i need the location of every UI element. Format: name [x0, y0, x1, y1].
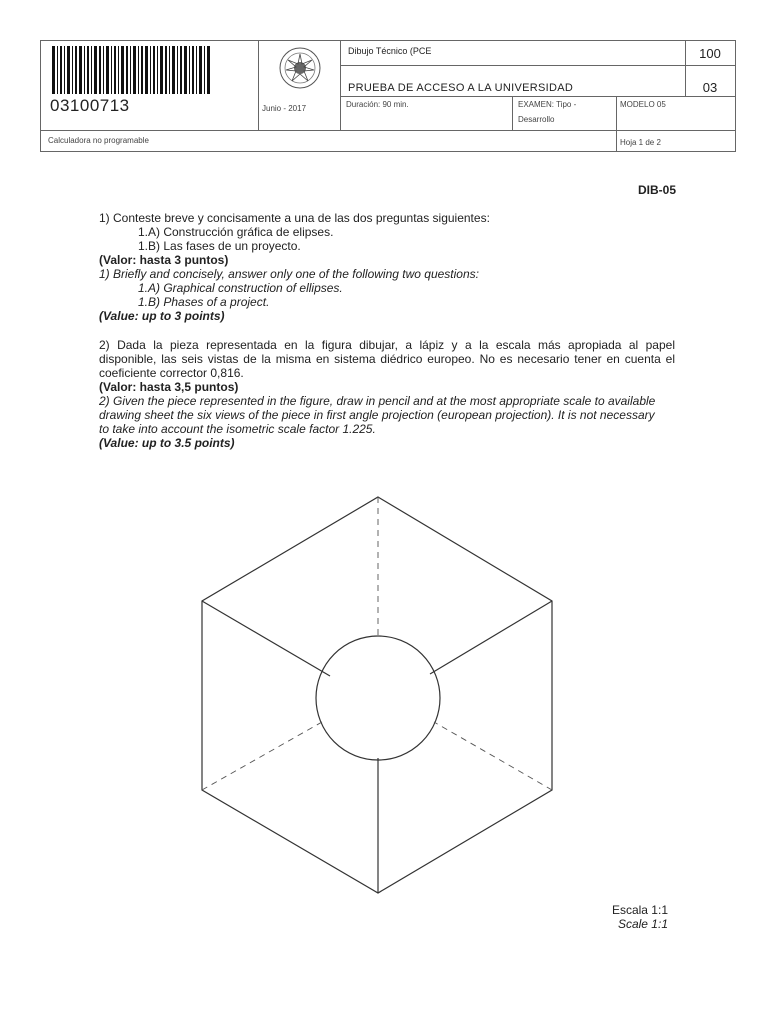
cylindrical-hole	[316, 636, 440, 760]
cube-edge-left	[202, 601, 330, 676]
cube-edge-right	[430, 601, 552, 674]
question-2	[99, 338, 675, 450]
scale-note	[590, 903, 668, 931]
q2-en-line2: drawing sheet the six views of the piece in first angle projection (european projection). It is not necessary	[99, 408, 655, 422]
q1-es-option-b: 1.B) Las fases de un proyecto.	[138, 239, 301, 253]
q1-es-value: (Valor: hasta 3 puntos)	[99, 253, 229, 267]
q2-en-value: (Value: up to 3.5 points)	[99, 436, 235, 450]
university-seal-icon	[278, 46, 322, 90]
q1-en-option-a: 1.A) Graphical construction of ellipses.	[138, 281, 343, 295]
exam-date: Junio - 2017	[262, 104, 307, 113]
cube-outline	[202, 497, 552, 893]
q1-en-value: (Value: up to 3 points)	[99, 309, 225, 323]
barcode	[52, 46, 210, 94]
calculator-note: Calculadora no programable	[48, 136, 149, 145]
q2-en-line3: to take into account the isometric scale factor 1.225.	[99, 422, 376, 436]
sheet-number: Hoja 1 de 2	[620, 138, 661, 147]
q1-en-prompt: 1) Briefly and concisely, answer only one of the following two questions:	[99, 267, 479, 281]
q2-es-line2: disponible, las seis vistas de la misma en sistema diédrico europeo. No es necesario tener en cuenta el	[99, 352, 675, 366]
exam-type-line1: EXAMEN: Tipo -	[518, 100, 577, 109]
scale-en: Scale 1:1	[617, 917, 668, 931]
exam-header	[40, 40, 736, 152]
isometric-cube-figure	[190, 493, 570, 898]
exam-code: 03	[702, 80, 718, 95]
q1-es-prompt: 1) Conteste breve y concisamente a una de las dos preguntas siguientes:	[99, 211, 490, 225]
q2-en-line1: 2) Given the piece represented in the figure, draw in pencil and at the most appropriate scale to available	[99, 394, 656, 408]
q2-es-line3: coeficiente corrector 0,816.	[99, 366, 244, 380]
barcode-number: 03100713	[50, 96, 130, 115]
hidden-edge-lower-left	[202, 722, 322, 790]
exam-model: MODELO 05	[620, 100, 666, 109]
hidden-edge-lower-right	[434, 722, 552, 790]
subject-code: 100	[699, 46, 721, 61]
q1-es-option-a: 1.A) Construcción gráfica de elipses.	[138, 225, 334, 239]
exam-type-line2: Desarrollo	[518, 115, 555, 124]
q1-en-option-b: 1.B) Phases of a project.	[138, 295, 270, 309]
scale-es: Escala 1:1	[611, 903, 668, 917]
q2-es-line1: 2) Dada la pieza representada en la figura dibujar, a lápiz y a la escala más apropiada al papel	[99, 338, 675, 352]
exam-duration: Duración: 90 min.	[346, 100, 409, 109]
exam-title: PRUEBA DE ACCESO A LA UNIVERSIDAD	[348, 82, 574, 94]
subject-label: Dibujo Técnico (PCE	[348, 46, 432, 56]
question-1	[99, 211, 675, 323]
document-code: DIB-05	[637, 183, 676, 197]
q2-es-value: (Valor: hasta 3,5 puntos)	[99, 380, 239, 394]
